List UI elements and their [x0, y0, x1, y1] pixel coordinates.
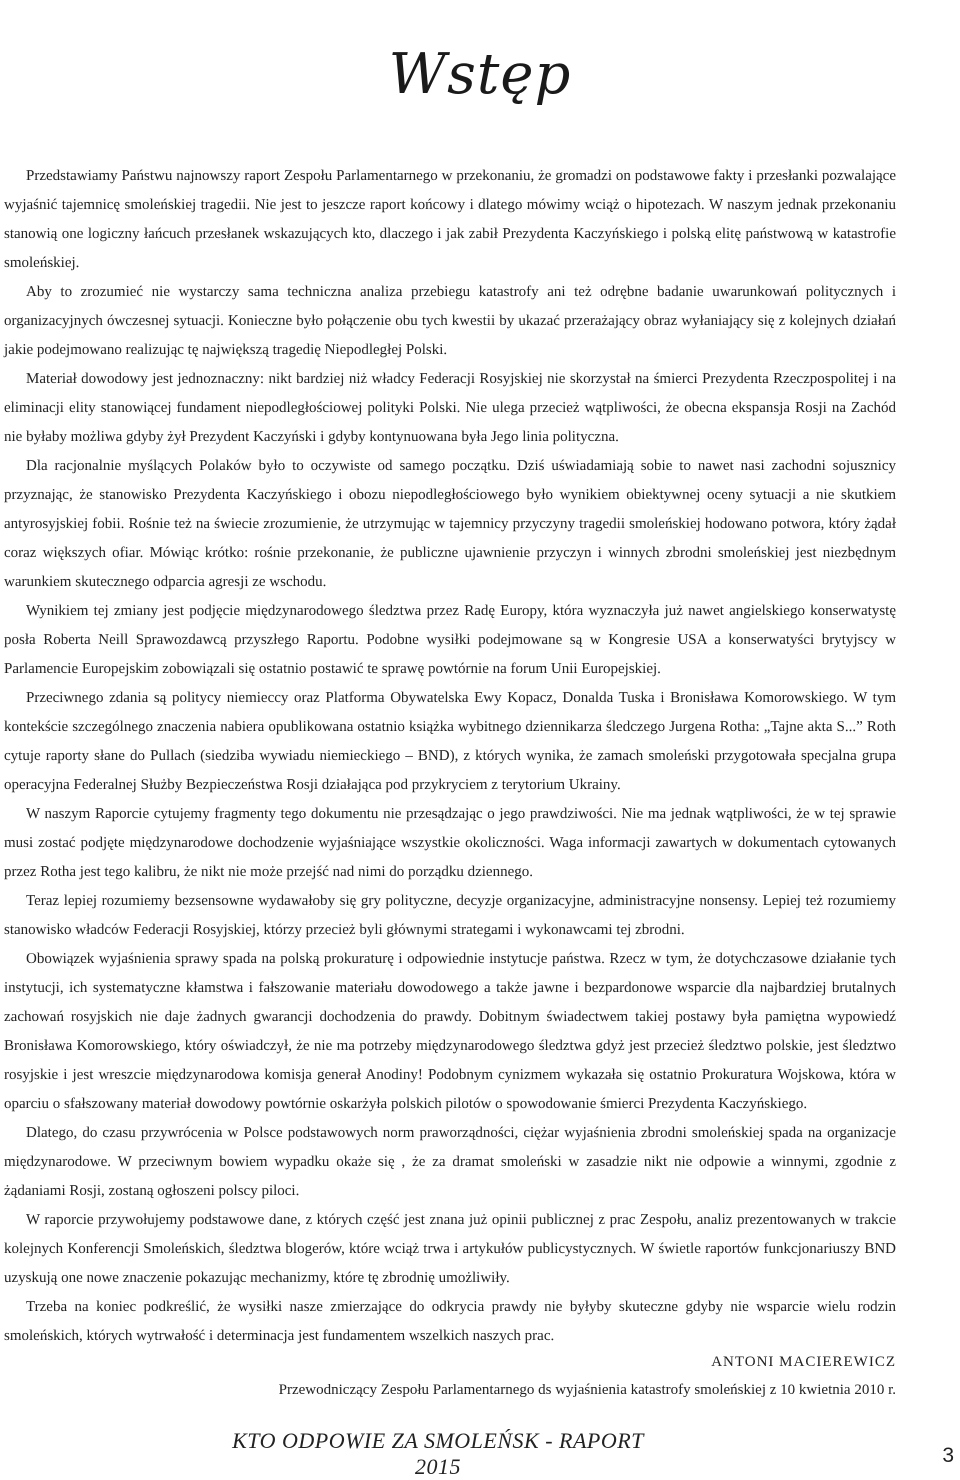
paragraph: Przeciwnego zdania są politycy niemieccy oraz Platforma Obywatelska Ewy Kopacz, Donalda Tuska i Bronisława Komorowskiego. W tym kontekście szczególnego znaczenia nabiera opublikowana ostatnio książka wybitnego dziennikarza śledczego Jurgena Rotha: „Tajne akta S...” Roth cytuje raporty słane do Pullach (siedziba wywiadu niemieckiego – BND), z których wynika, że zamach smoleński przygotowała specjalna grupa operacyjna Federalnej Służby Bezpieczeństwa Rosji działająca pod przykryciem z terytorium Ukrainy.	[4, 690, 896, 793]
paragraph: Trzeba na koniec podkreślić, że wysiłki nasze zmierzające do odkrycia prawdy nie byłyby skuteczne gdyby nie wsparcie wielu rodzin smoleńskich, których wytrwałość i determinacja jest fundamentem wszelkich naszych prac.	[4, 1299, 896, 1344]
paragraph: Aby to zrozumieć nie wystarczy sama techniczna analiza przebiegu katastrofy ani też odrębne badanie uwarunkowań politycznych i organizacyjnych ówczesnej sytuacji. Konieczne było połączenie obu tych kwestii by ukazać przerażający obraz wyłaniający się z kolejnych działań jakie podejmowano realizując tę największą tragedię Niepodległej Polski.	[4, 284, 896, 358]
signature-role: Przewodniczący Zespołu Parlamentarnego ds wyjaśnienia katastrofy smoleńskiej z 10 kwietnia 2010 r.	[278, 1382, 896, 1398]
paragraph: W naszym Raporcie cytujemy fragmenty tego dokumentu nie przesądzając o jego prawdziwości. Nie ma jednak wątpliwości, że w tej sprawie musi zostać podjęte międzynarodowe dochodzenie wyjaśniające wszystkie okoliczności. Waga informacji zawartych w dokumentach cytowanych przez Rotha jest tego kalibru, że nikt nie może przejść nad nimi do porządku dziennego.	[4, 806, 896, 880]
page-title: Wstęp	[388, 42, 572, 107]
paragraph: Teraz lepiej rozumiemy bezsensowne wydawałoby się gry polityczne, decyzje organizacyjne, administracyjne nonsensy. Lepiej też rozumiemy stanowisko władców Federacji Rosyjskiej, którzy przecież byli głównymi strategami i wykonawcami tej zbrodni.	[4, 893, 896, 938]
paragraph: Dlatego, do czasu przywrócenia w Polsce podstawowych norm praworządności, ciężar wyjaśnienia zbrodni smoleńskiej spada na organizacje międzynarodowe. W przeciwnym bowiem wypadku okaże się , że za dramat smoleński w zasadzie nikt nie odpowie a winnymi, zgodnie z żądaniami Rosji, zostaną ogłoszeni polscy piloci.	[4, 1125, 896, 1199]
page-number: 3	[942, 1444, 954, 1467]
paragraph: Wynikiem tej zmiany jest podjęcie międzynarodowego śledztwa przez Radę Europy, która wyznaczyła już nawet angielskiego konserwatystę posła Roberta Neill Sprawozdawcą przyszłego Raportu. Podobne wysiłki podejmowane są w Kongresie USA a konserwatyści brytyjscy w Parlamencie Europejskim zobowiązali się ostatnio postawić te sprawę powtórnie na forum Unii Europejskiej.	[4, 603, 896, 677]
paragraph: Obowiązek wyjaśnienia sprawy spada na polską prokuraturę i odpowiednie instytucje państwa. Rzecz w tym, że dotychczasowe działanie tych instytucji, ich systematyczne kłamstwa i fałszowanie materiału dowodowego a także jawne i bezpardonowe wsparcie dla najbardziej brutalnych zachowań rosyjskich nie daje żadnych gwarancji dochodzenia do prawdy. Dobitnym świadectwem takiej postawy była pamiętna wypowiedź Bronisława Komorowskiego, który oświadczył, że nie ma potrzeby międzynarodowego śledztwa gdyż jest przecież śledztwo polskie, jest śledztwo rosyjskie i jest wreszcie międzynarodowa komisja generał Anodiny! Podobnym cynizmem wykazała się ostatnio Prokuratura Wojskowa, która w oparciu o sfałszowany materiał dowodowy powtórnie oskarżyła polskich pilotów o spowodowanie śmierci Prezydenta Kaczyńskiego.	[4, 951, 896, 1112]
paragraph: Materiał dowodowy jest jednoznaczny: nikt bardziej niż władcy Federacji Rosyjskiej nie skorzystał na śmierci Prezydenta Rzeczpospolitej i na eliminacji elity stanowiącej fundament niepodległościowej polityki Polski. Nie ulega przecież wątpliwości, że obecna ekspansja Rosji na Zachód nie byłaby możliwa gdyby żył Prezydent Kaczyński i gdyby kontynuowana była Jego linia polityczna.	[4, 371, 896, 445]
paragraph: W raporcie przywołujemy podstawowe dane, z których część jest znana już opinii publicznej z prac Zespołu, analiz prezentowanych w trakcie kolejnych Konferencji Smoleńskich, śledztwa blogerów, które wciąż trwa i artykułów publicystycznych. W świetle raportów funkcjonariuszy BND uzyskują one nowe znaczenie pokazując mechanizmy, które tę zbrodnię umożliwiły.	[4, 1212, 896, 1286]
body-text	[4, 162, 896, 1351]
signature-name: ANTONI MACIEREWICZ	[711, 1354, 896, 1370]
paragraph: Dla racjonalnie myślących Polaków było to oczywiste od samego początku. Dziś uświadamiają sobie to nawet nasi zachodni sojusznicy przyznając, że stanowisko Prezydenta Kaczyńskiego i obozu niepodległościowego było wynikiem obiektywnej oceny sytuacji a nie skutkiem antyrosyjskiej fobii. Rośnie też na świecie zrozumienie, że utrzymując w tajemnicy przyczyny tragedii smoleńskiej hodowano potwora, który żądał coraz większych ofiar. Mówiąc krótko: rośnie przekonanie, że publiczne ujawnienie przyczyn i winnych zbrodni smoleńskiej jest niezbędnym warunkiem skutecznego odparcia agresji ze wschodu.	[4, 458, 896, 590]
footer-title: KTO ODPOWIE ZA SMOLEŃSK - RAPORT 2015	[232, 1428, 644, 1479]
paragraph: Przedstawiamy Państwu najnowszy raport Zespołu Parlamentarnego w przekonaniu, że gromadzi on podstawowe fakty i przesłanki pozwalające wyjaśnić tajemnicę smoleńskiej tragedii. Nie jest to jeszcze raport końcowy i dlatego mówimy wciąż o hipotezach. W naszym jednak przekonaniu stanowią one logiczny łańcuch przesłanek wskazujących kto, dlaczego i jak zabił Prezydenta Kaczyńskiego i polską elitę państwową w katastrofie smoleńskiej.	[4, 168, 896, 271]
